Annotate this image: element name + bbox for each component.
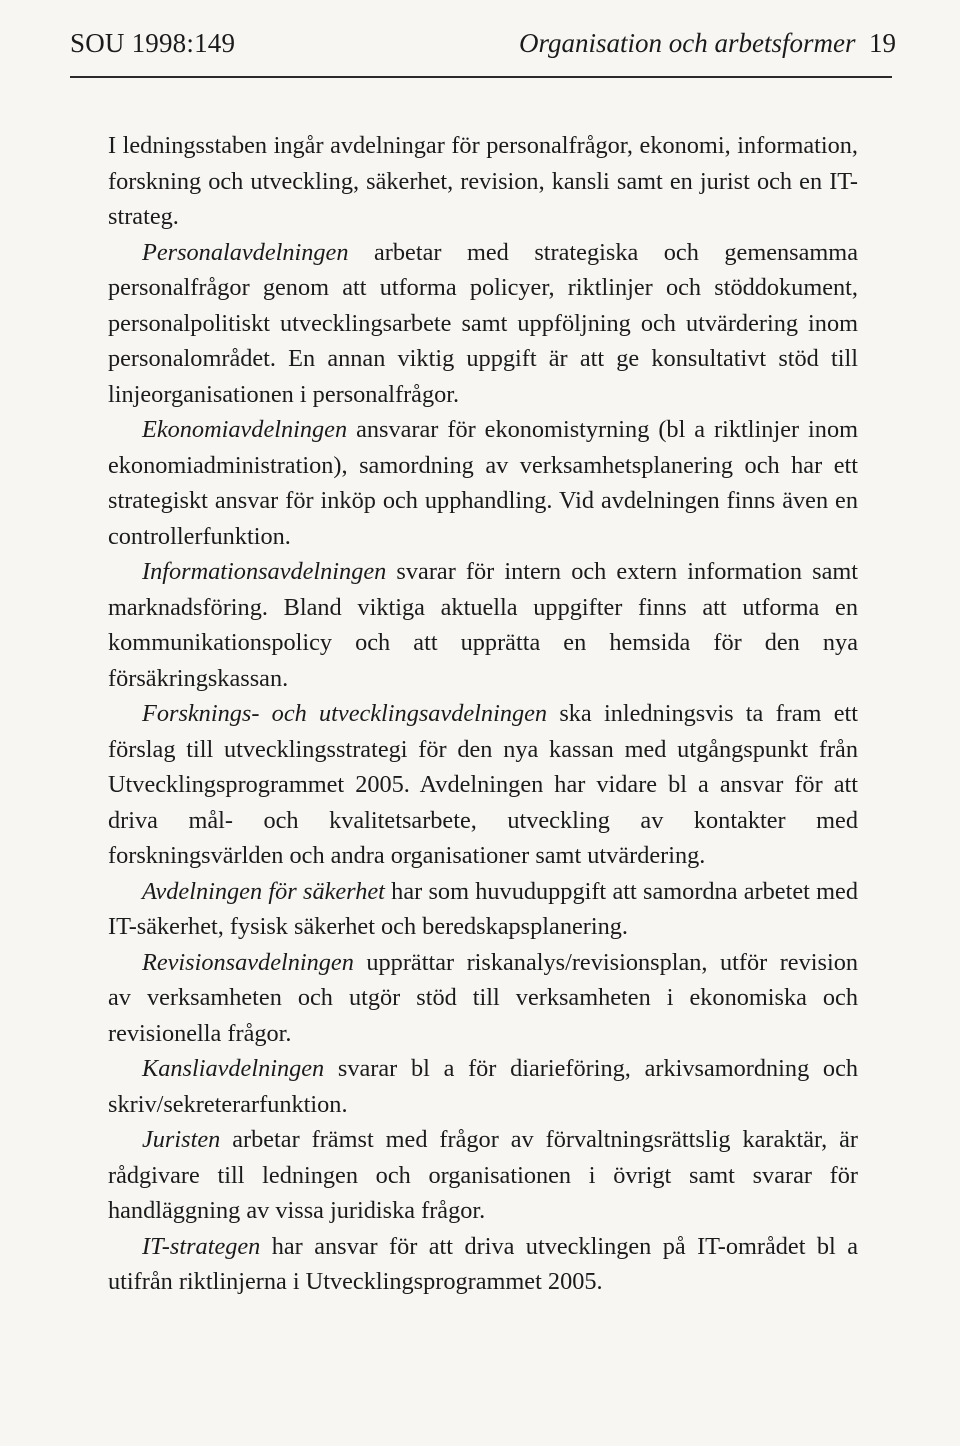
paragraph-text: upprättar riskanalys/revisionsplan, utför revision av verksamheten och utgör stöd till verksamheten i ekonomiska och revisionella frågor. [108,948,858,1047]
paragraph-text: har som huvuduppgift att samordna arbetet med IT-säkerhet, fysisk säkerhet och beredskapsplanering. [108,877,858,940]
paragraph-informationsavdelningen [108,554,858,696]
paragraph-forskning [108,696,858,874]
section-title: Organisation och arbetsformer [519,28,856,58]
header-right [519,28,896,59]
paragraph-lead: Ekonomiavdelningen [142,416,348,443]
page-number: 19 [869,28,896,58]
paragraph-text: ansvarar för ekonomistyrning (bl a riktlinjer inom ekonomiadministration), samordning av verksamhetsplanering och har ett strategiskt ansvar för inköp och upphandling. Vid avdelningen finns även en controllerfunktion. [108,416,858,550]
paragraph-kansliavdelningen [108,1051,858,1122]
paragraph-lead: Forsknings- och utvecklingsavdelningen [142,700,548,727]
paragraph-ekonomiavdelningen [108,412,858,554]
paragraph-text: arbetar med strategiska och gemensamma personalfrågor genom att utforma policyer, riktlinjer och stöddokument, personalpolitiskt utvecklingsarbete samt uppföljning och utvärdering inom personalområdet. En annan viktig uppgift är att ge konsultativt stöd till linjeorganisationen i personalfrågor. [108,238,858,408]
paragraph-it-strategen [108,1229,858,1300]
paragraph-text: svarar bl a för diarieföring, arkivsamordning och skriv/sekreterarfunktion. [108,1055,858,1118]
paragraph-text: ska inledningsvis ta fram ett förslag till utvecklingsstrategi för den nya kassan med utgångspunkt från Utvecklingsprogrammet 2005. Avdelningen har vidare bl a ansvar för att driva mål- och kvalitetsarbete, utveckling av kontakter med forskningsvärlden och andra organisationer samt utvärdering. [108,700,858,869]
paragraph-lead: Avdelningen för säkerhet [142,877,385,905]
body-text [108,128,858,1300]
paragraph-lead: Juristen [142,1126,221,1153]
paragraph-personalavdelningen [108,235,858,413]
paragraph-text: svarar för intern och extern information samt marknadsföring. Bland viktiga aktuella uppgifter finns att utforma en kommunikationspolicy och att upprätta en hemsida för den nya försäkringskassan. [108,558,858,692]
paragraph-lead: Informationsavdelningen [142,558,387,585]
paragraph-juristen [108,1122,858,1229]
paragraph-lead: Personalavdelningen [142,238,349,266]
paragraph-text: har ansvar för att driva utvecklingen på IT-området bl a utifrån riktlinjerna i Utvecklingsprogrammet 2005. [108,1232,858,1295]
running-header [70,28,896,68]
paragraph-lead: IT-strategen [142,1232,261,1260]
paragraph-text: I ledningsstaben ingår avdelningar för personalfrågor, ekonomi, information, forskning och utveckling, säkerhet, revision, kansli samt en jurist och en IT-strateg. [108,132,858,230]
report-number: SOU 1998:149 [70,28,236,58]
paragraph-text: arbetar främst med frågor av förvaltningsrättslig karaktär, är rådgivare till ledningen och organisationen i övrigt samt svarar för handläggning av vissa juridiska frågor. [108,1126,858,1224]
paragraph-sakerhet [108,874,858,945]
paragraph-lead: Revisionsavdelningen [142,948,354,976]
paragraph-lead: Kansliavdelningen [142,1055,325,1082]
header-rule [70,76,892,78]
paragraph-ledningsstaben [108,128,858,235]
paragraph-revisionsavdelningen [108,945,858,1052]
